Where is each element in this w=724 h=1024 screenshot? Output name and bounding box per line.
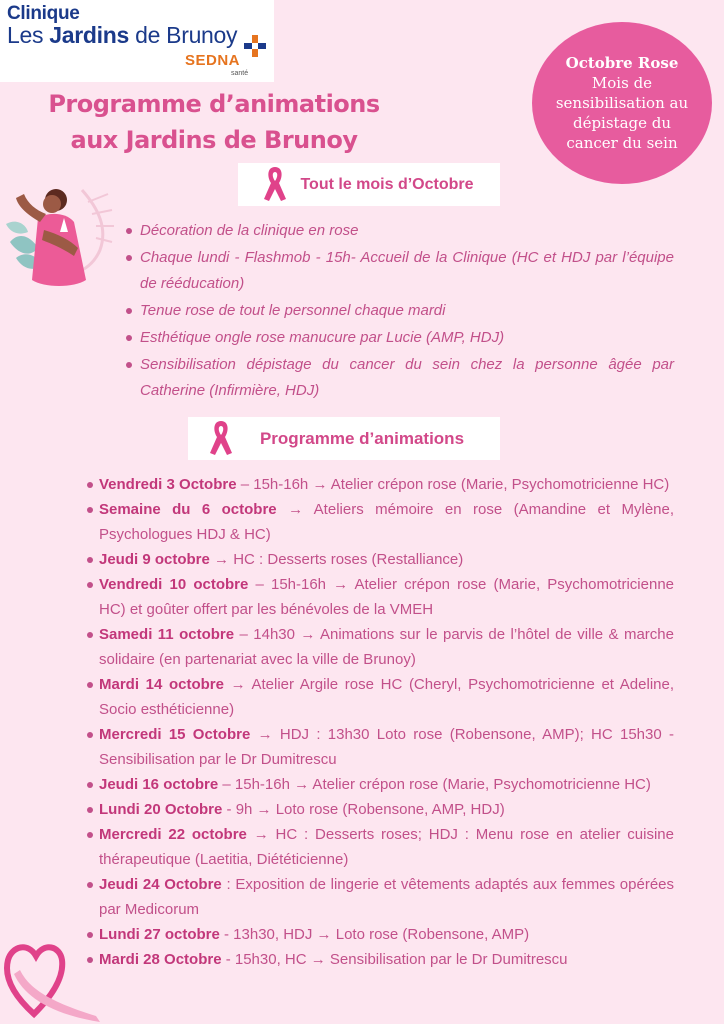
program-text: - 15h30, HC → Sensibilisation par le Dr Dumitrescu	[221, 951, 568, 968]
program-text: → HC : Desserts roses; HDJ : Menu rose en atelier cuisine thérapeutique (Laetitia, Diététicienne)	[99, 826, 674, 868]
list-item: Décoration de la clinique en rose	[124, 218, 674, 244]
program-item	[86, 622, 674, 672]
program-date: Mercredi 22 octobre	[99, 826, 247, 843]
program-item	[86, 497, 674, 547]
program-item	[86, 472, 674, 497]
program-item	[86, 772, 674, 797]
program-date: Lundi 27 octobre	[99, 926, 220, 943]
program-date: Lundi 20 Octobre	[99, 801, 223, 818]
badge-subtitle: Mois de sensibilisation au dépistage du cancer du sein	[555, 74, 689, 152]
program-date: Jeudi 24 Octobre	[99, 876, 222, 893]
program-item	[86, 797, 674, 822]
program-item	[86, 547, 674, 572]
program-item	[86, 947, 674, 972]
program-item	[86, 872, 674, 922]
program-text: – 15h-16h → Atelier crépon rose (Marie, Psychomotricienne HC)	[236, 476, 670, 493]
logo-line2-regular: Les	[7, 22, 50, 48]
program-date: Jeudi 16 octobre	[99, 776, 219, 793]
program-text: → Atelier Argile rose HC (Cheryl, Psychomotricienne et Adeline, Socio esthéticienne)	[99, 676, 675, 718]
logo-brand: SEDNA	[185, 52, 241, 69]
program-text: - 9h → Loto rose (Robensone, AMP, HDJ)	[222, 801, 505, 818]
program-date: Vendredi 10 octobre	[99, 576, 249, 593]
heart-ribbon-icon	[0, 930, 100, 1024]
program-date: Mardi 28 Octobre	[99, 951, 222, 968]
program-text: : Exposition de lingerie et vêtements adaptés aux femmes opérées par Medicorum	[99, 876, 674, 918]
logo-line2-rest: de Brunoy	[129, 22, 238, 48]
octobre-rose-badge	[532, 22, 712, 184]
banner-month-label: Tout le mois d’Octobre	[300, 175, 474, 193]
program-text: – 15h-16h → Atelier crépon rose (Marie, Psychomotricienne HC) et goûter offert par les bénévoles de la VMEH	[99, 576, 675, 618]
list-item: Tenue rose de tout le personnel chaque mardi	[124, 298, 674, 324]
list-item: Esthétique ongle rose manucure par Lucie (AMP, HDJ)	[124, 325, 674, 351]
pink-ribbon-icon	[208, 419, 234, 457]
program-text: – 15h-16h → Atelier crépon rose (Marie, Psychomotricienne HC)	[218, 776, 651, 793]
program-date: Semaine du 6 octobre	[99, 501, 277, 518]
program-text: → Ateliers mémoire en rose (Amandine et Mylène, Psychologues HDJ & HC)	[99, 501, 675, 543]
pink-ribbon-icon	[262, 165, 288, 203]
page-title	[14, 86, 414, 158]
list-item: Chaque lundi - Flashmob - 15h- Accueil de la Clinique (HC et HDJ par l’équipe de rééducation)	[124, 245, 674, 297]
banner-program-label: Programme d’animations	[259, 428, 465, 448]
program-date: Mardi 14 octobre	[99, 676, 224, 693]
badge-title: Octobre Rose	[565, 54, 679, 72]
logo-line2	[7, 22, 237, 49]
clinic-logo	[0, 0, 274, 82]
program-text: → HC : Desserts roses (Restalliance)	[209, 551, 464, 568]
banner-program	[188, 417, 500, 460]
page-title-line2: aux Jardins de Brunoy	[70, 126, 358, 154]
list-item: Sensibilisation dépistage du cancer du sein chez la personne âgée par Catherine (Infirmière, HDJ)	[124, 352, 674, 404]
program-date: Samedi 11 octobre	[99, 626, 235, 643]
page-title-line1: Programme d’animations	[48, 90, 380, 118]
program-date: Vendredi 3 Octobre	[99, 476, 237, 493]
program-item	[86, 722, 674, 772]
program-text: - 13h30, HDJ → Loto rose (Robensone, AMP)	[219, 926, 530, 943]
program-item	[86, 922, 674, 947]
program-text: → HDJ : 13h30 Loto rose (Robensone, AMP); HC 15h30 - Sensibilisation par le Dr Dumitrescu	[99, 726, 674, 768]
woman-illustration	[4, 184, 116, 294]
program-date: Mercredi 15 Octobre	[99, 726, 251, 743]
program-item	[86, 672, 674, 722]
logo-brand-sub: santé	[231, 70, 249, 77]
program-date: Jeudi 9 octobre	[99, 551, 210, 568]
program-item	[86, 572, 674, 622]
logo-line1: Clinique	[7, 3, 80, 24]
banner-month	[238, 163, 500, 206]
logo-line2-bold: Jardins	[49, 22, 129, 48]
program-list	[86, 472, 674, 972]
program-item	[86, 822, 674, 872]
logo-cross-icon	[243, 34, 267, 58]
program-text: – 14h30 → Animations sur le parvis de l’hôtel de ville & marche solidaire (en partenariat avec la ville de Brunoy)	[99, 626, 674, 668]
month-activities-list	[124, 218, 674, 405]
